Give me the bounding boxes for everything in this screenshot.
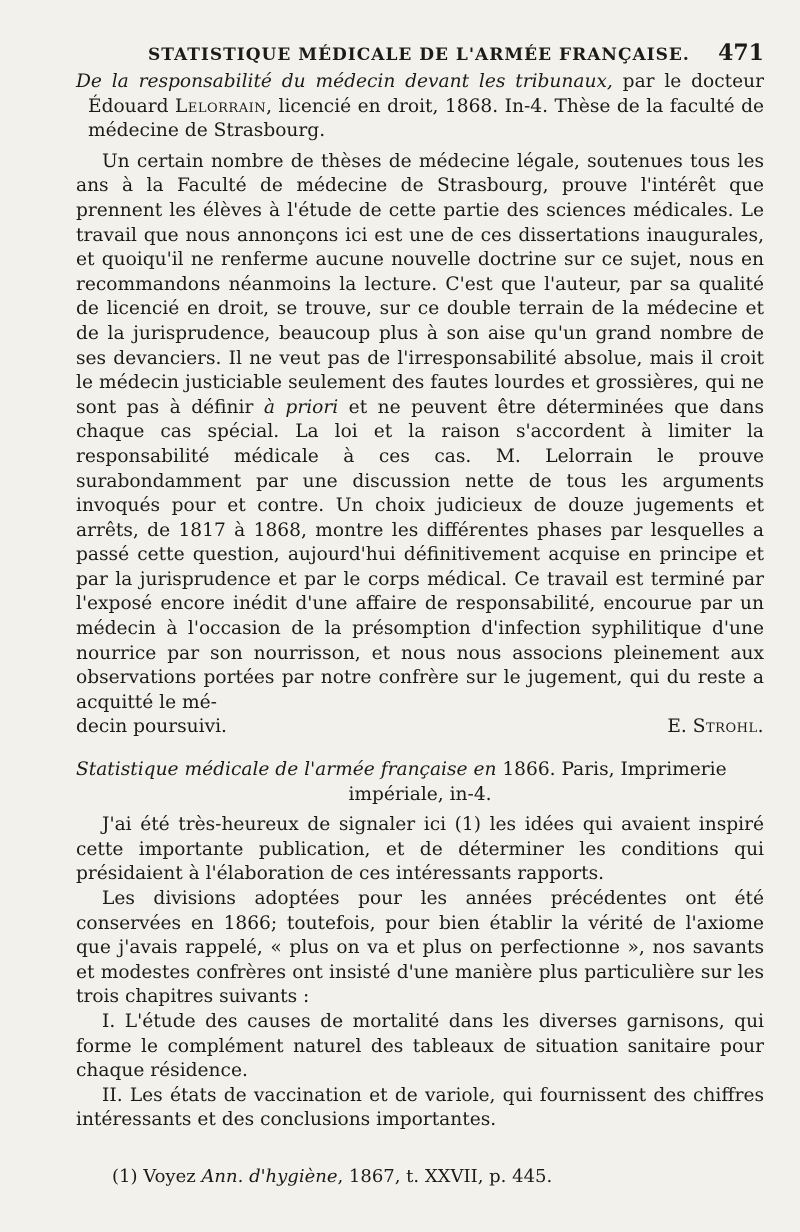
review2-title-italic: Statistique médicale de l'armée française en <box>76 759 497 781</box>
signature-initial: E. <box>667 716 693 738</box>
footnote-prefix: (1) Voyez <box>112 1166 202 1187</box>
review1-end-line <box>76 715 764 740</box>
review2-para2: Les divisions adoptées pour les années précédentes ont été conservées en 1866; toutefois, pour bien établir la vérité de l'axiome que j'avais rappelé, « plus on va et plus on perfectionne », nos savants et modestes confrères ont insisté d'une manière plus particulière sur les trois chapitres suivants : <box>76 888 764 1008</box>
running-title: STATISTIQUE MÉDICALE DE L'ARMÉE FRANÇAISE. <box>148 45 690 65</box>
running-head <box>76 40 764 66</box>
page-number: 471 <box>718 40 764 66</box>
review1-body <box>76 150 764 716</box>
review1-title-italic: De la responsabilité du médecin devant les tribunaux, <box>76 71 613 92</box>
review1-author: Lelorrain <box>175 95 267 117</box>
review2-title <box>76 758 764 783</box>
review1-body-part2: et ne peuvent être déterminées que dans chaque cas spécial. La loi et la raison s'accordent à limiter la responsabilité médicale à ces cas. M. Lelorrain le prouve surabondamment par une discussion nette de tous les arguments invoqués pour et contre. Un choix judicieux de douze jugements et arrêts, de 1817 à 1868, montre les différentes phases par lesquelles a passé cette question, aujourd'hui définitivement acquise en principe et par la jurisprudence et par le corps médical. Ce travail est terminé par l'exposé encore inédit d'une affaire de responsabilité, encourue par un médecin à l'occasion de la présomption d'infection syphilitique d'une nourrice par son nourrisson, et nous nous associons pleinement aux observations portées par notre confrère sur le jugement, qui du reste a acquitté le mé- <box>76 396 765 713</box>
review2-title-year: 1866. <box>496 759 562 781</box>
signature-name: Strohl. <box>692 716 764 738</box>
review2-title-line2: impériale, in-4. <box>348 783 492 805</box>
review1-last-line: decin poursuivi. <box>76 716 227 738</box>
footnote <box>112 1165 552 1189</box>
review1-title-rest-1: par le docteur Édouard <box>88 71 764 117</box>
footnote-journal: Ann. d'hygiène <box>201 1166 338 1187</box>
footnote-rest: , 1867, t. XXVII, p. 445. <box>337 1166 553 1187</box>
review1-title-rest-2: , licencié en droit, 1868. In-4. Thèse de la faculté de médecine de Strasbourg. <box>88 95 764 142</box>
review2-para1: J'ai été très-heureux de signaler ici (1) les idées qui avaient inspiré cette importante publication, et de déterminer les conditions qui présidaient à l'élaboration de ces intéressants rapports. <box>76 814 764 885</box>
review2-para3: I. L'étude des causes de mortalité dans les diverses garnisons, qui forme le complément naturel des tableaux de situation sanitaire pour chaque résidence. <box>76 1010 764 1082</box>
review1-body-italic: à priori <box>263 396 339 418</box>
review1-title <box>76 70 764 144</box>
review1-body-part1: Un certain nombre de thèses de médecine légale, soutenues tous les ans à la Faculté de médecine de Strasbourg, prouve l'intérêt que prennent les élèves à l'étude de cette partie des sciences médicales. Le travail que nous annonçons ici est une de ces dissertations inaugurales, et quoiqu'il ne renferme aucune nouvelle doctrine sur ce sujet, nous en recommandons néanmoins la lecture. C'est que l'auteur, par sa qualité de licencié en droit, se trouve, sur ce double terrain de la médecine et de la jurisprudence, beaucoup plus à son aise qu'un grand nombre de ses devanciers. Il ne veut pas de l'irresponsabilité absolue, mais il croit le médecin justiciable seulement des fautes lourdes et grossières, qui ne sont pas à définir <box>76 150 764 418</box>
review2-title-rest: Paris, Imprimerie <box>561 759 727 781</box>
review1-signature <box>667 715 764 740</box>
review2-para4: II. Les états de vaccination et de variole, qui fournissent des chiffres intéressants et des conclusions importantes. <box>76 1084 764 1131</box>
